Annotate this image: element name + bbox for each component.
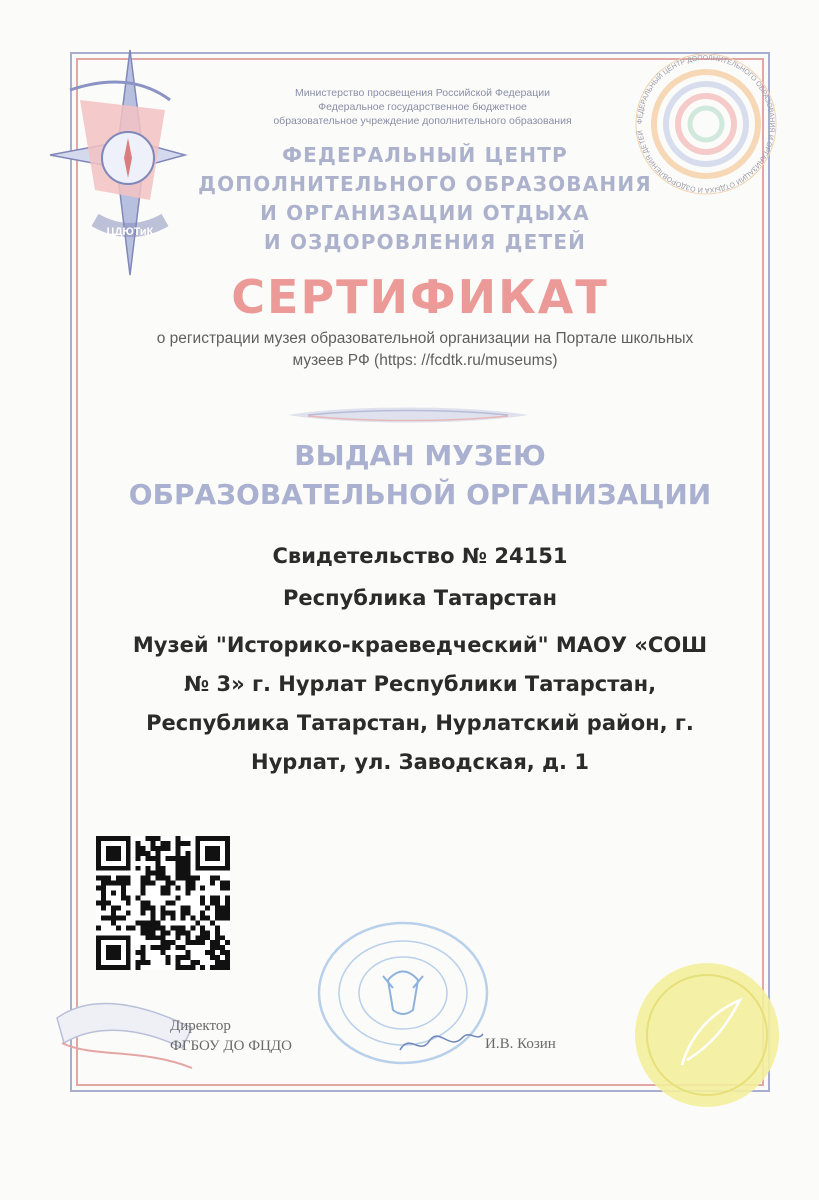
museum-line: Нурлат, ул. Заводская, д. 1 — [251, 750, 589, 774]
certificate-number: Свидетельство № 24151 — [272, 544, 568, 568]
ministry-line: образовательное учреждение дополнительного образования — [273, 115, 572, 127]
hologram-seal — [632, 960, 782, 1110]
center-name-line: И ОРГАНИЗАЦИИ ОТДЫХА — [260, 201, 590, 225]
center-logo-text: ФЕДЕРАЛЬНЫЙ ЦЕНТР ДОПОЛНИТЕЛЬНОГО ОБРАЗОВАНИЯ И ОРГАНИЗАЦИИ ОТДЫХА И ОЗДОРОВЛЕНИЯ ДЕТЕЙ — [636, 54, 776, 194]
qr-code — [96, 836, 230, 970]
region-name: Республика Татарстан — [283, 586, 557, 610]
ministry-text — [240, 86, 605, 128]
signer-name: И.В. Козин — [485, 1036, 556, 1052]
center-name-line: ФЕДЕРАЛЬНЫЙ ЦЕНТР — [282, 143, 568, 167]
center-name-heading — [195, 141, 655, 257]
issued-to-heading — [110, 436, 730, 514]
center-name-line: И ОЗДОРОВЛЕНИЯ ДЕТЕЙ — [263, 230, 587, 254]
issued-to-line: ВЫДАН МУЗЕЮ — [294, 439, 546, 472]
director-line: ФГБОУ ДО ФЦДО — [170, 1038, 292, 1054]
compass-emblem-icon — [40, 40, 190, 280]
registration-text — [100, 328, 750, 372]
registration-line: о регистрации музея образовательной организации на Портале школьных — [156, 330, 694, 347]
director-line: Директор — [170, 1018, 231, 1034]
registration-line: музеев РФ (https: //fcdtk.ru/museums) — [292, 352, 558, 369]
museum-line: № 3» г. Нурлат Республики Татарстан, — [183, 672, 657, 696]
museum-line: Республика Татарстан, Нурлатский район, г. — [146, 711, 694, 735]
certificate-title: СЕРТИФИКАТ — [231, 270, 609, 324]
emblem-label: ЦДЮТиК — [106, 226, 154, 238]
ministry-line: Министерство просвещения Российской Федерации — [295, 87, 550, 99]
ministry-line: Федеральное государственное бюджетное — [318, 101, 527, 113]
signature — [395, 1022, 485, 1062]
issued-to-line: ОБРАЗОВАТЕЛЬНОЙ ОРГАНИЗАЦИИ — [128, 478, 712, 511]
museum-name-address — [80, 626, 760, 782]
director-title — [170, 1016, 292, 1056]
museum-line: Музей "Историко-краеведческий" МАОУ «СОШ — [132, 633, 708, 657]
center-name-line: ДОПОЛНИТЕЛЬНОГО ОБРАЗОВАНИЯ — [198, 172, 652, 196]
divider-ornament — [288, 400, 528, 430]
